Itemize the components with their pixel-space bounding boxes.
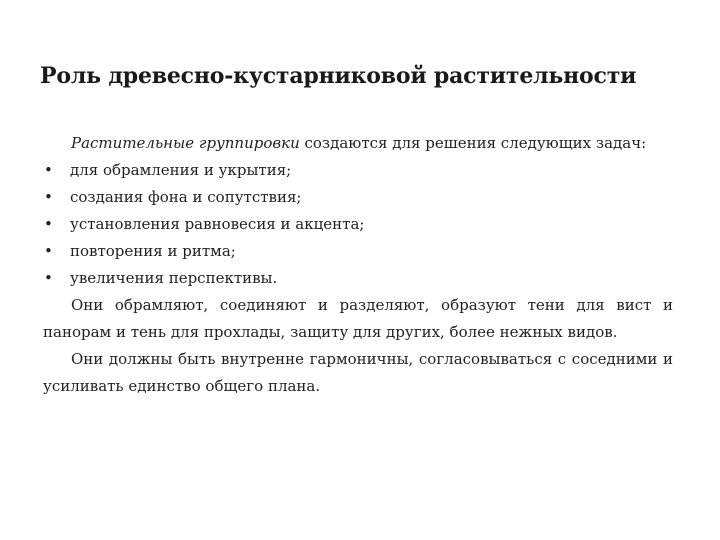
bullet-icon: •: [44, 161, 53, 179]
paragraph-framing: Они обрамляют, соединяют и разделяют, образуют тени для вист и панорам и тень для прохлады, защиту для других, более нежных видов.: [43, 296, 673, 341]
list-item: [43, 238, 673, 265]
intro-paragraph: [43, 130, 673, 157]
list-item: [43, 265, 673, 292]
intro-text: создаются для решения следующих задач:: [299, 134, 647, 152]
paragraph-harmony: Они должны быть внутренне гармоничны, согласовываться с соседними и усиливать единство общего плана.: [43, 350, 673, 395]
slide-title: Роль древесно-кустарниковой растительности: [40, 63, 637, 89]
list-item-text: создания фона и сопутствия;: [70, 188, 302, 206]
list-item: [43, 157, 673, 184]
slide-body: [43, 130, 673, 400]
list-item-text: увеличения перспективы.: [70, 269, 278, 287]
list-item-text: повторения и ритма;: [70, 242, 236, 260]
bullet-icon: •: [44, 215, 53, 233]
list-item-text: для обрамления и укрытия;: [70, 161, 292, 179]
bullet-icon: •: [44, 188, 53, 206]
task-list: [43, 157, 673, 292]
list-item: [43, 184, 673, 211]
intro-emphasis: Растительные группировки: [71, 134, 300, 152]
bullet-icon: •: [44, 242, 53, 260]
bullet-icon: •: [44, 269, 53, 287]
list-item: [43, 211, 673, 238]
list-item-text: установления равновесия и акцента;: [70, 215, 365, 233]
